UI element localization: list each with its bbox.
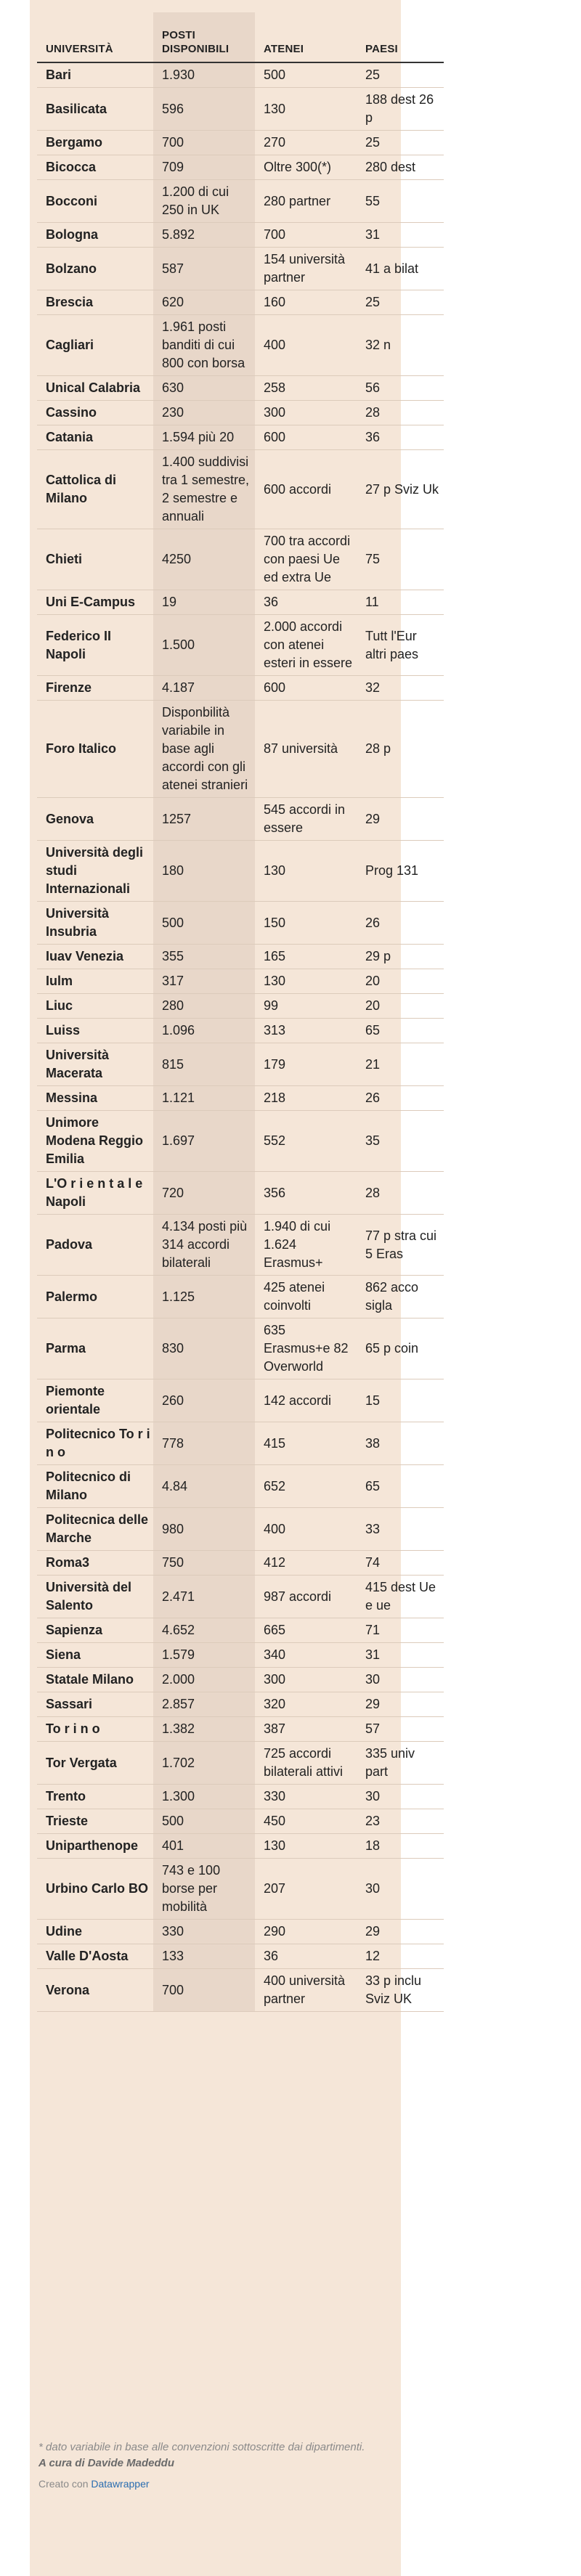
cell-posti: 1.121: [153, 1086, 255, 1111]
cell-paesi: 335 univ part: [357, 1742, 444, 1785]
cell-posti: 778: [153, 1422, 255, 1465]
cell-posti: 700: [153, 131, 255, 155]
cell-posti: 1.382: [153, 1717, 255, 1742]
cell-paesi: 65 p coin: [357, 1318, 444, 1379]
cell-paesi: 38: [357, 1422, 444, 1465]
cell-posti: 2.000: [153, 1668, 255, 1692]
table-row: [37, 180, 444, 223]
cell-universita: Bicocca: [37, 155, 153, 180]
cell-universita: Chieti: [37, 529, 153, 590]
table-row: [37, 1618, 444, 1643]
cell-universita: To r i n o: [37, 1717, 153, 1742]
table-row: [37, 450, 444, 529]
cell-paesi: 33: [357, 1508, 444, 1551]
table-row: [37, 1379, 444, 1422]
cell-universita: Bergamo: [37, 131, 153, 155]
cell-atenei: 130: [255, 88, 357, 131]
cell-paesi: 26: [357, 1086, 444, 1111]
cell-universita: Urbino Carlo BO: [37, 1859, 153, 1920]
table-row: [37, 1111, 444, 1172]
cell-atenei: 258: [255, 376, 357, 401]
cell-atenei: 313: [255, 1019, 357, 1043]
table-row: [37, 1859, 444, 1920]
table-row: [37, 1742, 444, 1785]
table-row: [37, 615, 444, 676]
cell-posti: 1.579: [153, 1643, 255, 1668]
cell-posti: 1.702: [153, 1742, 255, 1785]
table-row: [37, 1643, 444, 1668]
cell-universita: Statale Milano: [37, 1668, 153, 1692]
cell-atenei: 160: [255, 290, 357, 315]
cell-posti: 1.594 più 20: [153, 425, 255, 450]
cell-atenei: 400: [255, 1508, 357, 1551]
cell-paesi: 32: [357, 676, 444, 701]
cell-atenei: 425 atenei coinvolti: [255, 1276, 357, 1318]
cell-posti: 2.857: [153, 1692, 255, 1717]
cell-paesi: 77 p stra cui 5 Eras: [357, 1215, 444, 1276]
cell-universita: Sapienza: [37, 1618, 153, 1643]
table-row: [37, 1785, 444, 1809]
cell-universita: Bologna: [37, 223, 153, 248]
table-row: [37, 88, 444, 131]
cell-atenei: 280 partner: [255, 180, 357, 223]
table-header-row: [37, 12, 444, 62]
table-row: [37, 1465, 444, 1508]
cell-atenei: 270: [255, 131, 357, 155]
cell-posti: 1.400 suddivisi tra 1 semestre, 2 semestre e annuali: [153, 450, 255, 529]
cell-atenei: 165: [255, 945, 357, 969]
cell-atenei: 130: [255, 841, 357, 902]
table-row: [37, 1422, 444, 1465]
table-row: [37, 315, 444, 376]
cell-atenei: 665: [255, 1618, 357, 1643]
header-atenei[interactable]: ATENEI: [255, 12, 357, 62]
cell-universita: Trieste: [37, 1809, 153, 1834]
cell-universita: Bari: [37, 62, 153, 88]
cell-universita: Uni E-Campus: [37, 590, 153, 615]
cell-universita: L'O r i e n t a l e Napoli: [37, 1172, 153, 1215]
header-posti[interactable]: POSTI DISPONIBILI: [153, 12, 255, 62]
table-row: [37, 676, 444, 701]
cell-paesi: Tutt l'Eur altri paes: [357, 615, 444, 676]
cell-atenei: 600: [255, 676, 357, 701]
table-row: [37, 1809, 444, 1834]
cell-posti: 720: [153, 1172, 255, 1215]
table-row: [37, 1692, 444, 1717]
cell-atenei: 2.000 accordi con atenei esteri in essere: [255, 615, 357, 676]
cell-atenei: 207: [255, 1859, 357, 1920]
cell-atenei: 340: [255, 1643, 357, 1668]
cell-atenei: 179: [255, 1043, 357, 1086]
table-row: [37, 1717, 444, 1742]
cell-posti: 750: [153, 1551, 255, 1576]
cell-posti: 260: [153, 1379, 255, 1422]
cell-paesi: 28: [357, 401, 444, 425]
cell-atenei: 36: [255, 590, 357, 615]
cell-universita: Palermo: [37, 1276, 153, 1318]
cell-universita: Iulm: [37, 969, 153, 994]
cell-universita: Tor Vergata: [37, 1742, 153, 1785]
cell-universita: Verona: [37, 1969, 153, 2012]
cell-universita: Genova: [37, 798, 153, 841]
cell-posti: 1.300: [153, 1785, 255, 1809]
cell-universita: Cassino: [37, 401, 153, 425]
table-row: [37, 425, 444, 450]
table-row: [37, 223, 444, 248]
cell-atenei: 725 accordi bilaterali attivi: [255, 1742, 357, 1785]
table-row: [37, 1551, 444, 1576]
cell-atenei: 130: [255, 969, 357, 994]
cell-atenei: 400 università partner: [255, 1969, 357, 2012]
cell-posti: 4250: [153, 529, 255, 590]
cell-posti: 133: [153, 1944, 255, 1969]
table-row: [37, 401, 444, 425]
cell-universita: Sassari: [37, 1692, 153, 1717]
cell-posti: 180: [153, 841, 255, 902]
cell-universita: Università del Salento: [37, 1576, 153, 1618]
cell-paesi: 71: [357, 1618, 444, 1643]
table-row: [37, 1276, 444, 1318]
cell-universita: Iuav Venezia: [37, 945, 153, 969]
cell-atenei: 635 Erasmus+e 82 Overworld: [255, 1318, 357, 1379]
footer: [38, 2440, 402, 2492]
cell-universita: Luiss: [37, 1019, 153, 1043]
table-row: [37, 1944, 444, 1969]
cell-posti: 1.697: [153, 1111, 255, 1172]
cell-universita: Unical Calabria: [37, 376, 153, 401]
cell-posti: 401: [153, 1834, 255, 1859]
cell-posti: 500: [153, 1809, 255, 1834]
cell-posti: 4.84: [153, 1465, 255, 1508]
header-universita[interactable]: UNIVERSITÀ: [37, 12, 153, 62]
cell-paesi: 25: [357, 62, 444, 88]
cell-universita: Unimore Modena Reggio Emilia: [37, 1111, 153, 1172]
header-paesi[interactable]: PAESI: [357, 12, 444, 62]
cell-universita: Università degli studi Internazionali: [37, 841, 153, 902]
cell-universita: Valle D'Aosta: [37, 1944, 153, 1969]
cell-atenei: 320: [255, 1692, 357, 1717]
cell-atenei: 600 accordi: [255, 450, 357, 529]
table-row: [37, 155, 444, 180]
cell-paesi: 75: [357, 529, 444, 590]
universities-table: [37, 12, 444, 2012]
cell-posti: 1257: [153, 798, 255, 841]
cell-universita: Federico II Napoli: [37, 615, 153, 676]
cell-posti: 1.500: [153, 615, 255, 676]
cell-atenei: Oltre 300(*): [255, 155, 357, 180]
cell-universita: Politecnico To r i n o: [37, 1422, 153, 1465]
cell-paesi: 56: [357, 376, 444, 401]
cell-posti: 980: [153, 1508, 255, 1551]
cell-atenei: 450: [255, 1809, 357, 1834]
cell-universita: Padova: [37, 1215, 153, 1276]
table-row: [37, 248, 444, 290]
cell-atenei: 1.940 di cui 1.624 Erasmus+: [255, 1215, 357, 1276]
table-row: [37, 994, 444, 1019]
cell-paesi: 30: [357, 1668, 444, 1692]
cell-posti: 620: [153, 290, 255, 315]
cell-atenei: 652: [255, 1465, 357, 1508]
table-row: [37, 945, 444, 969]
cell-posti: 230: [153, 401, 255, 425]
cell-paesi: 30: [357, 1859, 444, 1920]
cell-atenei: 142 accordi: [255, 1379, 357, 1422]
cell-posti: 596: [153, 88, 255, 131]
cell-atenei: 150: [255, 902, 357, 945]
cell-paesi: 23: [357, 1809, 444, 1834]
table-row: [37, 1834, 444, 1859]
cell-atenei: 987 accordi: [255, 1576, 357, 1618]
cell-universita: Udine: [37, 1920, 153, 1944]
table-row: [37, 798, 444, 841]
cell-posti: 4.187: [153, 676, 255, 701]
cell-paesi: 74: [357, 1551, 444, 1576]
table-row: [37, 590, 444, 615]
cell-universita: Parma: [37, 1318, 153, 1379]
cell-universita: Uniparthenope: [37, 1834, 153, 1859]
cell-universita: Roma3: [37, 1551, 153, 1576]
cell-paesi: 20: [357, 969, 444, 994]
table-row: [37, 529, 444, 590]
table-row: [37, 1508, 444, 1551]
tool-credit: [38, 2476, 402, 2492]
cell-paesi: 20: [357, 994, 444, 1019]
cell-paesi: 25: [357, 290, 444, 315]
cell-universita: Bolzano: [37, 248, 153, 290]
table-card: [30, 0, 439, 2576]
cell-paesi: 188 dest 26 p: [357, 88, 444, 131]
cell-paesi: 11: [357, 590, 444, 615]
cell-paesi: 32 n: [357, 315, 444, 376]
cell-paesi: 28 p: [357, 701, 444, 798]
table-row: [37, 1043, 444, 1086]
cell-universita: Messina: [37, 1086, 153, 1111]
cell-posti: 19: [153, 590, 255, 615]
table-row: [37, 290, 444, 315]
cell-paesi: 280 dest: [357, 155, 444, 180]
cell-atenei: 218: [255, 1086, 357, 1111]
cell-paesi: 29 p: [357, 945, 444, 969]
cell-universita: Università Macerata: [37, 1043, 153, 1086]
cell-atenei: 600: [255, 425, 357, 450]
cell-paesi: 55: [357, 180, 444, 223]
table-row: [37, 701, 444, 798]
cell-atenei: 87 università: [255, 701, 357, 798]
table-row: [37, 1172, 444, 1215]
cell-universita: Trento: [37, 1785, 153, 1809]
table-row: [37, 1920, 444, 1944]
table-row: [37, 1576, 444, 1618]
cell-universita: Politecnica delle Marche: [37, 1508, 153, 1551]
cell-paesi: 28: [357, 1172, 444, 1215]
cell-universita: Politecnico di Milano: [37, 1465, 153, 1508]
cell-atenei: 387: [255, 1717, 357, 1742]
cell-posti: 630: [153, 376, 255, 401]
cell-paesi: 29: [357, 1920, 444, 1944]
cell-paesi: 31: [357, 1643, 444, 1668]
cell-paesi: 26: [357, 902, 444, 945]
cell-posti: 4.134 posti più 314 accordi bilaterali: [153, 1215, 255, 1276]
cell-paesi: 65: [357, 1465, 444, 1508]
cell-posti: 355: [153, 945, 255, 969]
cell-paesi: 35: [357, 1111, 444, 1172]
cell-atenei: 300: [255, 401, 357, 425]
cell-atenei: 290: [255, 1920, 357, 1944]
cell-posti: 4.652: [153, 1618, 255, 1643]
cell-posti: 743 e 100 borse per mobilità: [153, 1859, 255, 1920]
cell-paesi: 25: [357, 131, 444, 155]
cell-universita: Firenze: [37, 676, 153, 701]
cell-universita: Brescia: [37, 290, 153, 315]
cell-paesi: 27 p Sviz Uk: [357, 450, 444, 529]
cell-posti: 1.096: [153, 1019, 255, 1043]
cell-posti: Disponbilità variabile in base agli accordi con gli atenei stranieri: [153, 701, 255, 798]
cell-universita: Liuc: [37, 994, 153, 1019]
cell-universita: Catania: [37, 425, 153, 450]
cell-paesi: 15: [357, 1379, 444, 1422]
author-credit: A cura di Davide Madeddu: [38, 2457, 174, 2469]
cell-atenei: 300: [255, 1668, 357, 1692]
table-row: [37, 1086, 444, 1111]
cell-atenei: 500: [255, 62, 357, 88]
cell-paesi: 21: [357, 1043, 444, 1086]
cell-atenei: 99: [255, 994, 357, 1019]
cell-posti: 330: [153, 1920, 255, 1944]
cell-paesi: 30: [357, 1785, 444, 1809]
table-row: [37, 969, 444, 994]
table-row: [37, 62, 444, 88]
cell-paesi: 415 dest Ue e ue: [357, 1576, 444, 1618]
cell-posti: 587: [153, 248, 255, 290]
footnote: * dato variabile in base alle convenzioni sottoscritte dai dipartimenti.: [38, 2441, 365, 2453]
cell-posti: 1.125: [153, 1276, 255, 1318]
cell-atenei: 545 accordi in essere: [255, 798, 357, 841]
cell-paesi: 57: [357, 1717, 444, 1742]
cell-posti: 1.961 posti banditi di cui 800 con borsa: [153, 315, 255, 376]
table-row: [37, 902, 444, 945]
cell-paesi: 41 a bilat: [357, 248, 444, 290]
cell-universita: Università Insubria: [37, 902, 153, 945]
cell-posti: 1.930: [153, 62, 255, 88]
cell-paesi: Prog 131: [357, 841, 444, 902]
cell-posti: 2.471: [153, 1576, 255, 1618]
cell-paesi: 33 p inclu Sviz UK: [357, 1969, 444, 2012]
table-row: [37, 1019, 444, 1043]
cell-universita: Siena: [37, 1643, 153, 1668]
cell-atenei: 36: [255, 1944, 357, 1969]
cell-posti: 830: [153, 1318, 255, 1379]
table-row: [37, 1215, 444, 1276]
table-row: [37, 1318, 444, 1379]
credit-prefix: Creato con: [38, 2478, 92, 2490]
cell-posti: 500: [153, 902, 255, 945]
cell-posti: 1.200 di cui 250 in UK: [153, 180, 255, 223]
table-row: [37, 841, 444, 902]
datawrapper-link[interactable]: Datawrapper: [91, 2478, 150, 2490]
cell-paesi: 31: [357, 223, 444, 248]
cell-paesi: 29: [357, 798, 444, 841]
cell-atenei: 154 università partner: [255, 248, 357, 290]
cell-atenei: 552: [255, 1111, 357, 1172]
table-row: [37, 1668, 444, 1692]
table-row: [37, 131, 444, 155]
cell-paesi: 12: [357, 1944, 444, 1969]
cell-universita: Bocconi: [37, 180, 153, 223]
cell-universita: Foro Italico: [37, 701, 153, 798]
cell-posti: 280: [153, 994, 255, 1019]
cell-universita: Basilicata: [37, 88, 153, 131]
cell-atenei: 700: [255, 223, 357, 248]
cell-paesi: 862 acco sigla: [357, 1276, 444, 1318]
cell-atenei: 412: [255, 1551, 357, 1576]
cell-atenei: 130: [255, 1834, 357, 1859]
cell-atenei: 415: [255, 1422, 357, 1465]
cell-posti: 700: [153, 1969, 255, 2012]
cell-paesi: 29: [357, 1692, 444, 1717]
cell-atenei: 356: [255, 1172, 357, 1215]
cell-universita: Cagliari: [37, 315, 153, 376]
table-row: [37, 1969, 444, 2012]
cell-universita: Piemonte orientale: [37, 1379, 153, 1422]
cell-atenei: 330: [255, 1785, 357, 1809]
cell-posti: 709: [153, 155, 255, 180]
table-body: [37, 62, 444, 2012]
cell-atenei: 400: [255, 315, 357, 376]
cell-paesi: 36: [357, 425, 444, 450]
table-row: [37, 376, 444, 401]
cell-posti: 5.892: [153, 223, 255, 248]
cell-paesi: 18: [357, 1834, 444, 1859]
cell-posti: 317: [153, 969, 255, 994]
cell-atenei: 700 tra accordi con paesi Ue ed extra Ue: [255, 529, 357, 590]
cell-paesi: 65: [357, 1019, 444, 1043]
cell-universita: Cattolica di Milano: [37, 450, 153, 529]
cell-posti: 815: [153, 1043, 255, 1086]
